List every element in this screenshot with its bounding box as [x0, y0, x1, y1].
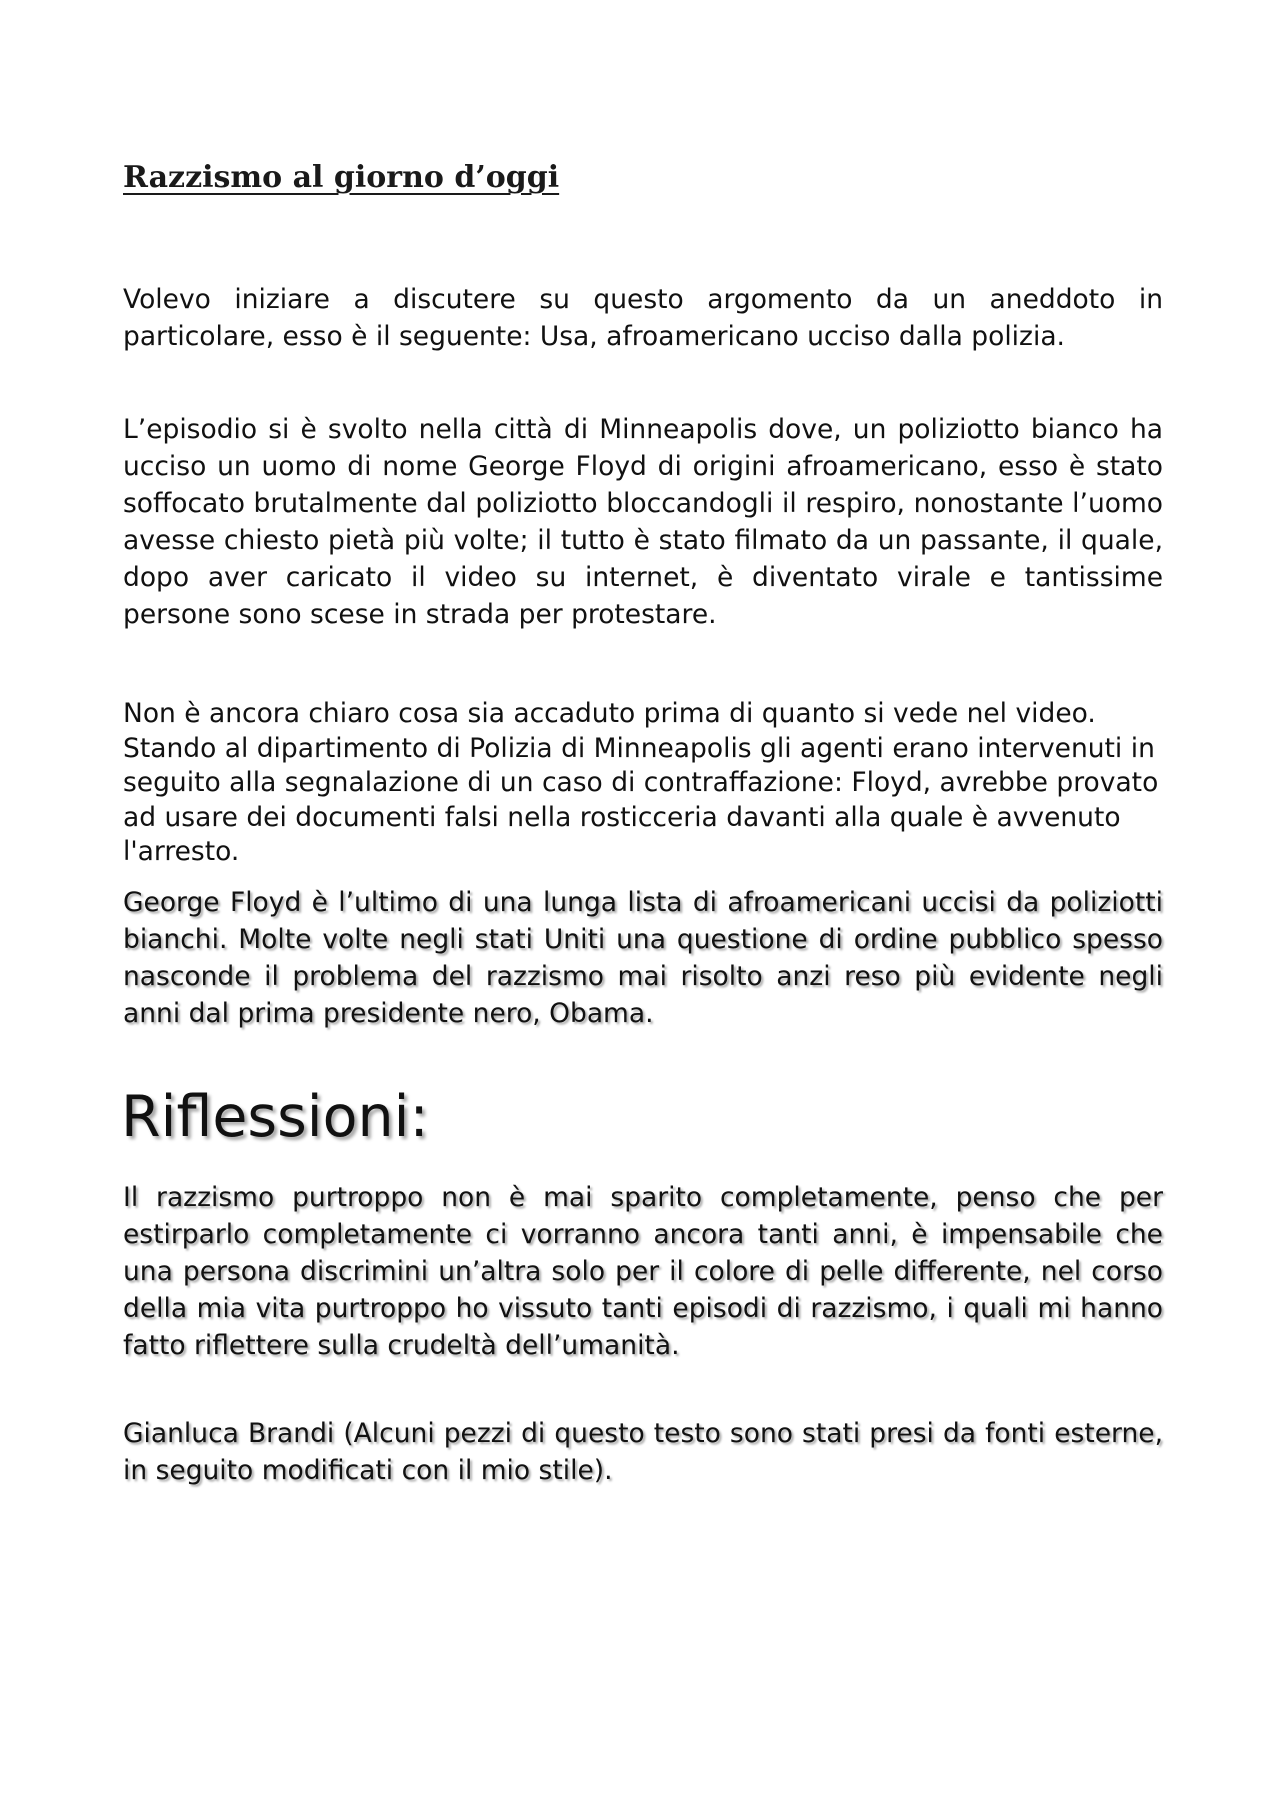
document-title: Razzismo al giorno d’oggi	[123, 160, 560, 195]
paragraph-episode: L’episodio si è svolto nella città di Minneapolis dove, un poliziotto bianco ha ucciso un uomo di nome George Floyd di origini afroamericano, esso è stato soffocato brutalmente dal poliziotto bloccandogli il respiro, nonostante l’uomo avesse chiesto pietà più volte; il tutto è stato filmato da un passante, il quale, dopo aver caricato il video su internet, è diventato virale e tantissime persone sono scese in strada per protestare.	[123, 414, 1163, 630]
paragraph-author: Gianluca Brandi (Alcuni pezzi di questo testo sono stati presi da fonti esterne, in seguito modificati con il mio stile).	[123, 1418, 1163, 1486]
paragraph-intro: Volevo iniziare a discutere su questo argomento da un aneddoto in particolare, esso è il seguente: Usa, afroamericano ucciso dalla polizia.	[123, 284, 1163, 352]
reflections-heading: Riflessioni:	[121, 1084, 429, 1150]
paragraph-history: George Floyd è l’ultimo di una lunga lista di afroamericani uccisi da poliziotti bianchi. Molte volte negli stati Uniti una questione di ordine pubblico spesso nasconde il problema del razzismo mai risolto anzi reso più evidente negli anni dal prima presidente nero, Obama.	[123, 887, 1163, 1029]
paragraph-reflections: Il razzismo purtroppo non è mai sparito completamente, penso che per estirparlo completamente ci vorranno ancora tanti anni, è impensabile che una persona discrimini un’altra solo per il colore di pelle differente, nel corso della mia vita purtroppo ho vissuto tanti episodi di razzismo, i quali mi hanno fatto riflettere sulla crudeltà dell’umanità.	[123, 1182, 1163, 1361]
paragraph-context: Non è ancora chiaro cosa sia accaduto prima di quanto si vede nel video. Stando al dipartimento di Polizia di Minneapolis gli agenti erano intervenuti in seguito alla segnalazione di un caso di contraffazione: Floyd, avrebbe provato ad usare dei documenti falsi nella rosticceria davanti alla quale è avvenuto l'arresto.	[123, 698, 1159, 867]
